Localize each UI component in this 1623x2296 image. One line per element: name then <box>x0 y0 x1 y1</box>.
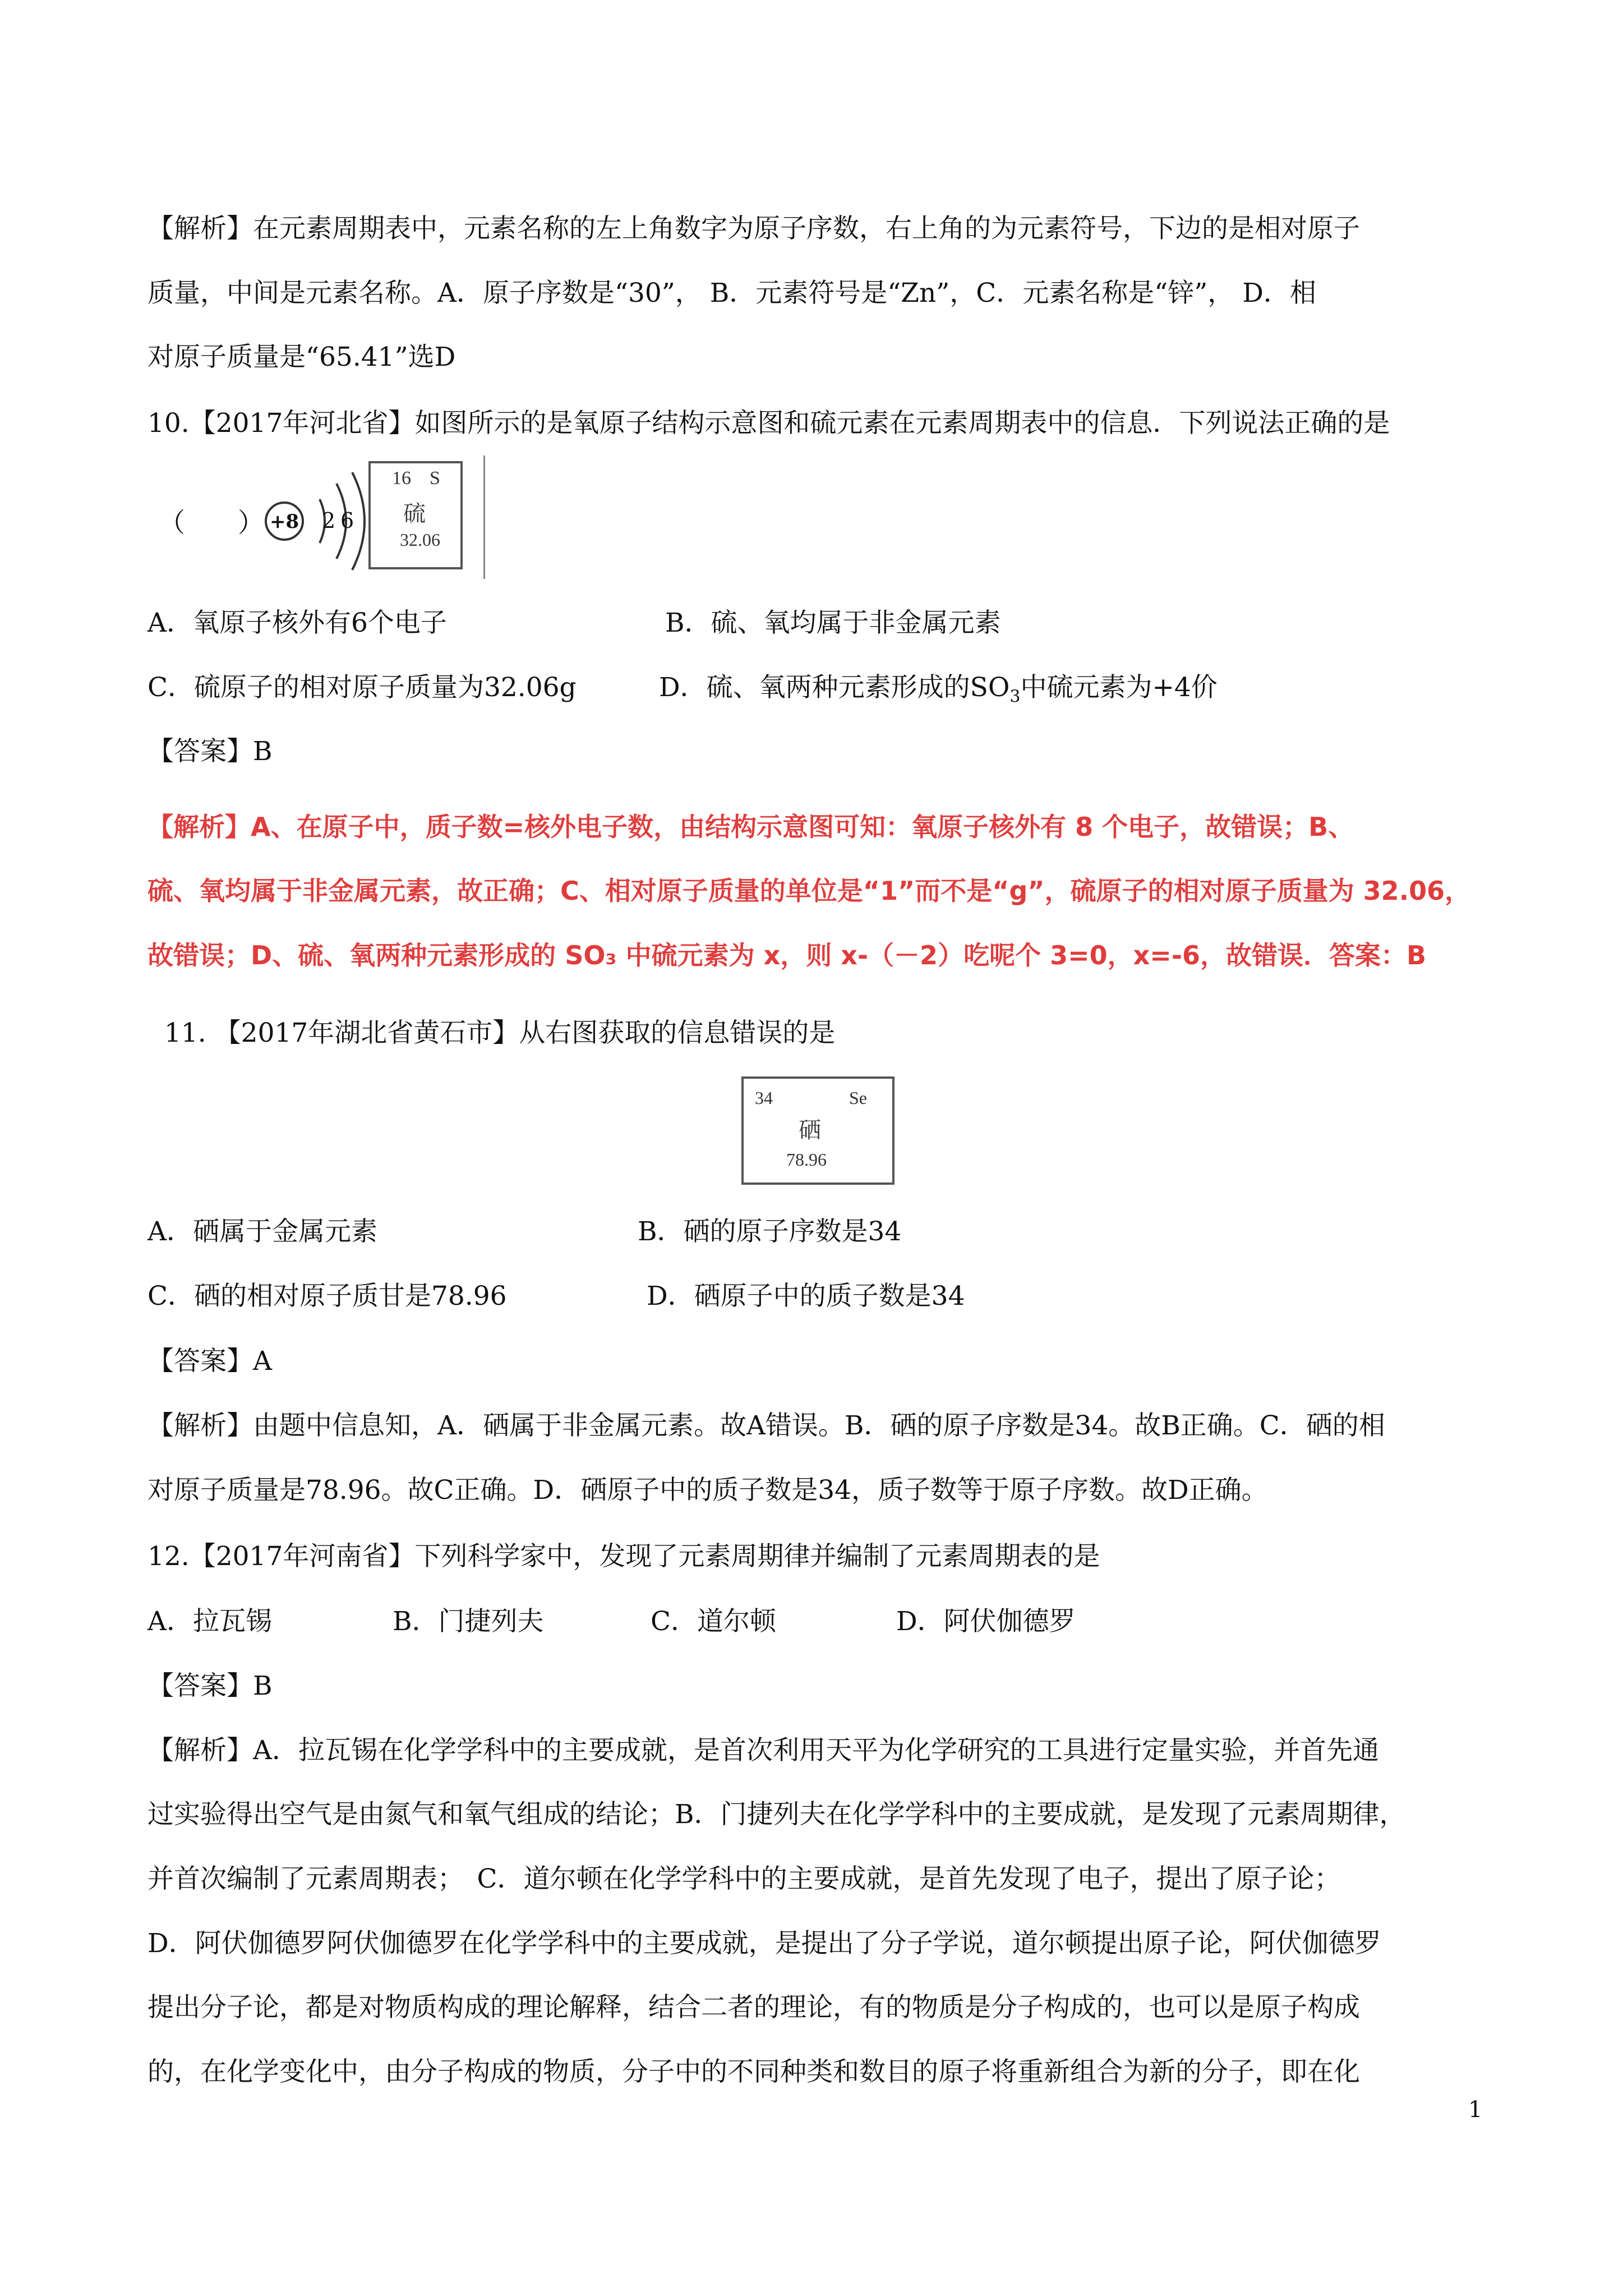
analysis-line: 硫、氧均属于非金属元素，故正确；C、相对原子质量的单位是“1”而不是“g”，硫原子的相对原子质量为 32.06， <box>147 876 1471 906</box>
analysis-line: 【解析】A、在原子中，质子数=核外电子数，由结构示意图可知：氧原子核外有 8 个电子，故错误；B、 <box>147 812 1354 842</box>
atomic-mass: 78.96 <box>786 1149 827 1170</box>
sulfur-element-card <box>368 461 463 569</box>
option-c: C．硫原子的相对原子质量为32.06g <box>147 672 577 703</box>
shell-2-electrons: 6 <box>340 508 354 533</box>
option-c: C．硒的相对原子质甘是78.96 <box>147 1281 507 1312</box>
option-d: D．阿伏伽德罗 <box>896 1606 1076 1637</box>
analysis-line: D．阿伏伽德罗阿伏伽德罗在化学学科中的主要成就，是提出了分子学说，道尔顿提出原子论，阿伏伽德罗 <box>147 1928 1381 1959</box>
analysis-line: 过实验得出空气是由氮气和氧气组成的结论；B．门捷列夫在化学学科中的主要成就，是发现了元素周期律， <box>147 1799 1406 1830</box>
option-c: C．道尔顿 <box>651 1606 776 1637</box>
answer: 【答案】A <box>147 1346 272 1377</box>
option-a: A．硒属于金属元素 <box>147 1216 377 1247</box>
analysis-line: 并首次编制了元素周期表； C．道尔顿在化学学科中的主要成就，是首先发现了电子，提出了原子论； <box>147 1864 1341 1894</box>
atomic-number: 16 <box>392 468 411 489</box>
answer-blank: （ ） <box>159 508 264 539</box>
analysis-line: 的，在化学变化中，由分子构成的物质，分子中的不同种类和数目的原子将重新组合为新的分子，即在化 <box>147 2056 1360 2087</box>
analysis-line: 【解析】在元素周期表中，元素名称的左上角数字为原子序数，右上角的为元素符号，下边的是相对原子 <box>147 213 1360 244</box>
question-10-stem: 10.【2017年河北省】如图所示的是氧原子结构示意图和硫元素在元素周期表中的信息．下列说法正确的是 <box>147 408 1390 439</box>
element-name: 硫 <box>403 501 426 527</box>
question-11-stem: 11. 【2017年湖北省黄石市】从右图获取的信息错误的是 <box>164 1018 836 1048</box>
atomic-number: 34 <box>755 1088 773 1108</box>
element-symbol: Se <box>849 1088 867 1108</box>
analysis-line: 对原子质量是78.96。故C正确。D．硒原子中的质子数是34，质子数等于原子序数。故D正确。 <box>147 1475 1268 1506</box>
analysis-line: 质量，中间是元素名称。A．原子序数是“30”， B．元素符号是“Zn”，C．元素名称是“锌”， D．相 <box>147 278 1316 309</box>
option-a: A．氧原子核外有6个电子 <box>147 608 447 638</box>
answer: 【答案】B <box>147 1671 273 1701</box>
analysis-line: 故错误；D、硫、氧两种元素形成的 SO₃ 中硫元素为 x，则 x-（－2）吃呢个 3=0，x=-6，故错误．答案：B <box>147 940 1427 970</box>
analysis-line: 【解析】由题中信息知，A．硒属于非金属元素。故A错误。B．硒的原子序数是34。故B正确。C．硒的相 <box>147 1410 1385 1441</box>
nucleus-charge: +8 <box>270 510 299 533</box>
option-a: A．拉瓦锡 <box>147 1606 272 1637</box>
analysis-line: 【解析】A．拉瓦锡在化学学科中的主要成就，是首次利用天平为化学研究的工具进行定量实验，并首先通 <box>147 1735 1379 1766</box>
selenium-element-card <box>741 1076 895 1185</box>
option-d: D．硫、氧两种元素形成的$SO_3$中硫元素为+4价 <box>659 672 1218 707</box>
page-number: 1 <box>1468 2097 1483 2123</box>
option-b: B．硒的原子序数是34 <box>638 1216 902 1247</box>
option-b: B．硫、氧均属于非金属元素 <box>665 608 1001 638</box>
option-b: B．门捷列夫 <box>393 1606 544 1637</box>
atomic-mass: 32.06 <box>400 530 440 550</box>
shell-1-electrons: 2 <box>322 508 336 533</box>
analysis-line: 对原子质量是“65.41”选D <box>147 342 456 372</box>
analysis-line: 提出分子论，都是对物质构成的理论解释，结合二者的理论，有的物质是分子构成的，也可以是原子构成 <box>147 1992 1360 2023</box>
element-symbol: S <box>430 468 440 489</box>
question-12-stem: 12.【2017年河南省】下列科学家中，发现了元素周期律并编制了元素周期表的是 <box>147 1541 1100 1572</box>
answer: 【答案】B <box>147 736 273 767</box>
option-d: D．硒原子中的质子数是34 <box>647 1281 965 1312</box>
element-name: 硒 <box>799 1117 821 1143</box>
